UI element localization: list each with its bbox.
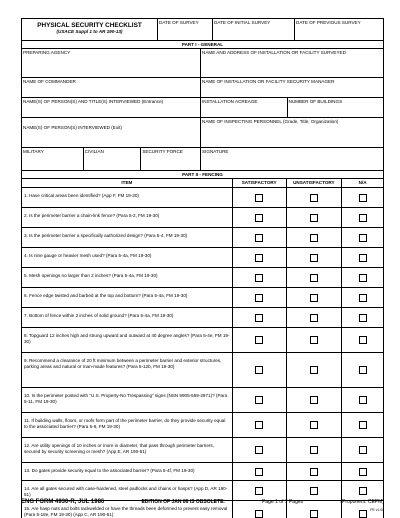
checklist-row [22,308,383,328]
satisfactory-checkbox[interactable] [255,274,263,282]
form-footer [21,499,384,505]
column-header-row [22,179,383,188]
checklist-row [22,438,383,463]
unsatisfactory-cell [287,413,343,437]
unsatisfactory-cell [287,388,343,412]
interviewed-exit-row [22,118,383,148]
unsatisfactory-cell [287,288,343,307]
page-indicator: Page 1 of 7 Pages [262,499,304,505]
satisfactory-cell [233,208,287,227]
na-cell [342,308,383,327]
edition-note: EDITION OF JAN 86 IS OBSOLETE. [141,499,225,505]
checklist-item-text: 7. Bottom of fence within 2 inches of solid ground? (Para 5-4a, FM 19-30) [22,308,233,327]
satisfactory-checkbox[interactable] [255,336,263,344]
satisfactory-cell [233,413,287,437]
na-cell [342,188,383,207]
na-cell [342,288,383,307]
security-force-field[interactable]: SECURITY FORCE [141,148,201,170]
col-item: ITEM [22,179,233,187]
checklist-item-text: 9. Recommend a clearance of 20 ft minimum between a perimeter barrier and exterior structures, parking areas and natural or man-made features? (Para 5-12b, FM 19-30) [22,353,233,387]
unsatisfactory-cell [287,308,343,327]
satisfactory-checkbox[interactable] [255,234,263,242]
military-field[interactable]: MILITARY [22,148,84,170]
unsatisfactory-checkbox[interactable] [310,314,318,322]
na-checkbox[interactable] [359,194,367,202]
checklist-item-text: 6. Fence edge twisted and barbed at the top and bottom? (Para 5-4a, FM 19-30) [22,288,233,307]
checklist-item-text: 13. Do gates provide security equal to the associated barrier? (Para 5-4f, FM 19-30) [22,463,233,480]
na-checkbox[interactable] [359,396,367,404]
satisfactory-cell [233,438,287,462]
unsatisfactory-checkbox[interactable] [310,214,318,222]
part2-heading: PART II - FENCING [22,171,383,179]
col-unsatisfactory: UNSATISFACTORY [287,179,343,187]
na-checkbox[interactable] [359,214,367,222]
na-checkbox[interactable] [359,274,367,282]
date-initial-survey-field[interactable]: DATE OF INITIAL SURVEY [213,19,295,40]
security-manager-field[interactable]: NAME OF INSTALLATION OR FACILITY SECURITY MANAGER [202,79,335,84]
checklist-item-text: 4. Is nine gauge or heavier mesh used? (Para 5-4a, FM 19-30) [22,248,233,267]
satisfactory-cell [233,463,287,480]
installation-acreage-field[interactable]: INSTALLATION ACREAGE [201,98,288,117]
unsatisfactory-cell [287,463,343,480]
na-checkbox[interactable] [359,366,367,374]
satisfactory-checkbox[interactable] [255,510,263,518]
unsatisfactory-cell [287,268,343,287]
na-cell [342,353,383,387]
na-checkbox[interactable] [359,446,367,454]
na-cell [342,208,383,227]
satisfactory-cell [233,268,287,287]
form-id: ENG FORM 4930-R, JUL 1986 [21,499,105,505]
unsatisfactory-checkbox[interactable] [310,396,318,404]
interviewed-entrance-row [22,98,383,118]
unsatisfactory-checkbox[interactable] [310,294,318,302]
checklist-item-text: 14. Are all gates secured with case-hardened, steel padlocks and chains or hasps? (App D, AR 190-51) [22,481,233,500]
satisfactory-checkbox[interactable] [255,214,263,222]
satisfactory-cell [233,388,287,412]
checklist-item-text: 2. Is the perimeter barrier a chain-link fence? (Para 5-2, FM 19-30) [22,208,233,227]
date-previous-survey-field[interactable]: DATE OF PREVIOUS SURVEY [296,20,361,25]
pe-version: PE v1.00 [370,508,384,512]
checklist-row [22,413,383,438]
satisfactory-cell [233,248,287,267]
form-title: PHYSICAL SECURITY CHECKLIST [37,22,142,29]
title-cell [22,19,158,40]
checklist-row [22,288,383,308]
checklist-item-text: 3. Is the perimeter barrier a specifically authorized design? (Para 5-4, FM 19-30) [22,228,233,247]
satisfactory-checkbox[interactable] [255,194,263,202]
unsatisfactory-cell [287,188,343,207]
satisfactory-checkbox[interactable] [255,396,263,404]
unsatisfactory-checkbox[interactable] [310,366,318,374]
na-cell [342,463,383,480]
satisfactory-checkbox[interactable] [255,468,263,476]
na-cell [342,228,383,247]
interviewed-exit-field[interactable]: NAME(S) OF PERSON(S) INTERVIEWED (Exit) [22,118,201,147]
satisfactory-cell [233,188,287,207]
na-cell [342,268,383,287]
unsatisfactory-checkbox[interactable] [310,336,318,344]
satisfactory-checkbox[interactable] [255,446,263,454]
checklist-item-text: 10. Is the perimeter posted with "U.S. Property-No Trespassing" signs (NSN 9905-559-2971)? (Para 5-11, FM 19-30) [22,388,233,412]
satisfactory-checkbox[interactable] [255,294,263,302]
civilian-field[interactable]: CIVILIAN [84,148,142,170]
na-checkbox[interactable] [359,314,367,322]
preparing-agency-field[interactable]: PREPARING AGENCY [22,49,201,77]
unsatisfactory-checkbox[interactable] [310,487,318,495]
unsatisfactory-checkbox[interactable] [310,234,318,242]
na-cell [342,248,383,267]
checklist-row [22,353,383,388]
na-cell [342,481,383,500]
satisfactory-cell [233,228,287,247]
checklist-item-text: 15. Are hasp nuts and bolts tackwelded or have the threads been deformed to prevent easy removal (Para 5-18e, FM 19-30) (App C, AR 190-51) [22,501,233,518]
unsatisfactory-checkbox[interactable] [310,510,318,518]
col-na: N/A [358,180,367,185]
number-buildings-field[interactable]: NUMBER OF BUILDINGS [288,99,343,104]
unsatisfactory-cell [287,228,343,247]
unsatisfactory-cell [287,353,343,387]
satisfactory-checkbox[interactable] [255,314,263,322]
commander-field[interactable]: NAME OF COMMANDER [22,78,201,97]
checklist-item-text: 12. Are utility openings of 10 inches or more in diameter, that pass through perimeter barriers, secured by security screening or mesh? (App E, AR 190-51) [22,438,233,462]
checklist-row [22,328,383,353]
checklist-row [22,228,383,248]
satisfactory-checkbox[interactable] [255,421,263,429]
form-subtitle: (USACE Suppl 1 to AR 190-13) [56,29,123,34]
na-cell [342,413,383,437]
na-checkbox[interactable] [359,468,367,476]
security-force-row [22,148,383,171]
na-checkbox[interactable] [359,336,367,344]
na-cell [342,388,383,412]
checklist-item-text: 8. Topguard 12 inches high and strung upward and outward at 40 degree angles? (Para 5-4e, FM 19-30) [22,328,233,352]
checklist-item-text: 11. If building walls, floors, or roofs form part of the perimeter barrier, do they provide security equal to the associated barrier? (Para 5-6, FM 19-30) [22,413,233,437]
na-checkbox[interactable] [359,487,367,495]
na-checkbox[interactable] [359,294,367,302]
satisfactory-cell [233,328,287,352]
na-cell [342,438,383,462]
unsatisfactory-checkbox[interactable] [310,194,318,202]
na-cell [342,328,383,352]
checklist-row [22,463,383,481]
checklist-item-text: 1. Have critical areas been identified? (App F, FM 19-30) [22,188,233,207]
unsatisfactory-checkbox[interactable] [310,254,318,262]
satisfactory-cell [233,288,287,307]
part1-heading: PART I - GENERAL [22,41,383,49]
checklist-row [22,388,383,413]
satisfactory-checkbox[interactable] [255,487,263,495]
unsatisfactory-checkbox[interactable] [310,446,318,454]
checklist-items [22,188,383,518]
na-checkbox[interactable] [359,254,367,262]
unsatisfactory-cell [287,208,343,227]
checklist-row [22,481,383,501]
checklist-row [22,268,383,288]
checklist-row [22,188,383,208]
satisfactory-checkbox[interactable] [255,366,263,374]
unsatisfactory-checkbox[interactable] [310,468,318,476]
satisfactory-cell [233,481,287,500]
signature-field[interactable]: SIGNATURE [202,149,229,154]
installation-name-address-field[interactable]: NAME AND ADDRESS OF INSTALLATION OR FACILITY SURVEYED [202,50,346,55]
na-checkbox[interactable] [359,234,367,242]
commander-row [22,78,383,98]
checklist-form [21,18,384,518]
agency-row [22,49,383,78]
unsatisfactory-checkbox[interactable] [310,421,318,429]
unsatisfactory-cell [287,328,343,352]
inspecting-personnel-field[interactable]: NAME OF INSPECTING PERSONNEL (Grade, Title, Organization) [202,119,339,124]
na-checkbox[interactable] [359,421,367,429]
header-row [22,19,383,41]
satisfactory-checkbox[interactable] [255,254,263,262]
unsatisfactory-checkbox[interactable] [310,274,318,282]
checklist-row [22,248,383,268]
col-satisfactory: SATISFACTORY [233,179,287,187]
unsatisfactory-cell [287,481,343,500]
checklist-item-text: 5. Mesh openings no larger than 2 inches? (Para 5-4a, FM 19-30) [22,268,233,287]
unsatisfactory-cell [287,438,343,462]
interviewed-entrance-field[interactable]: NAME(S) OF PERSON(S) AND TITLE(S) INTERVIEWED (Entrance) [22,98,201,117]
na-checkbox[interactable] [359,510,367,518]
satisfactory-cell [233,353,287,387]
unsatisfactory-cell [287,248,343,267]
proponent: (Proponent: CEPM) [340,499,384,505]
date-of-survey-field[interactable]: DATE OF SURVEY [158,19,213,40]
checklist-row [22,208,383,228]
satisfactory-cell [233,308,287,327]
